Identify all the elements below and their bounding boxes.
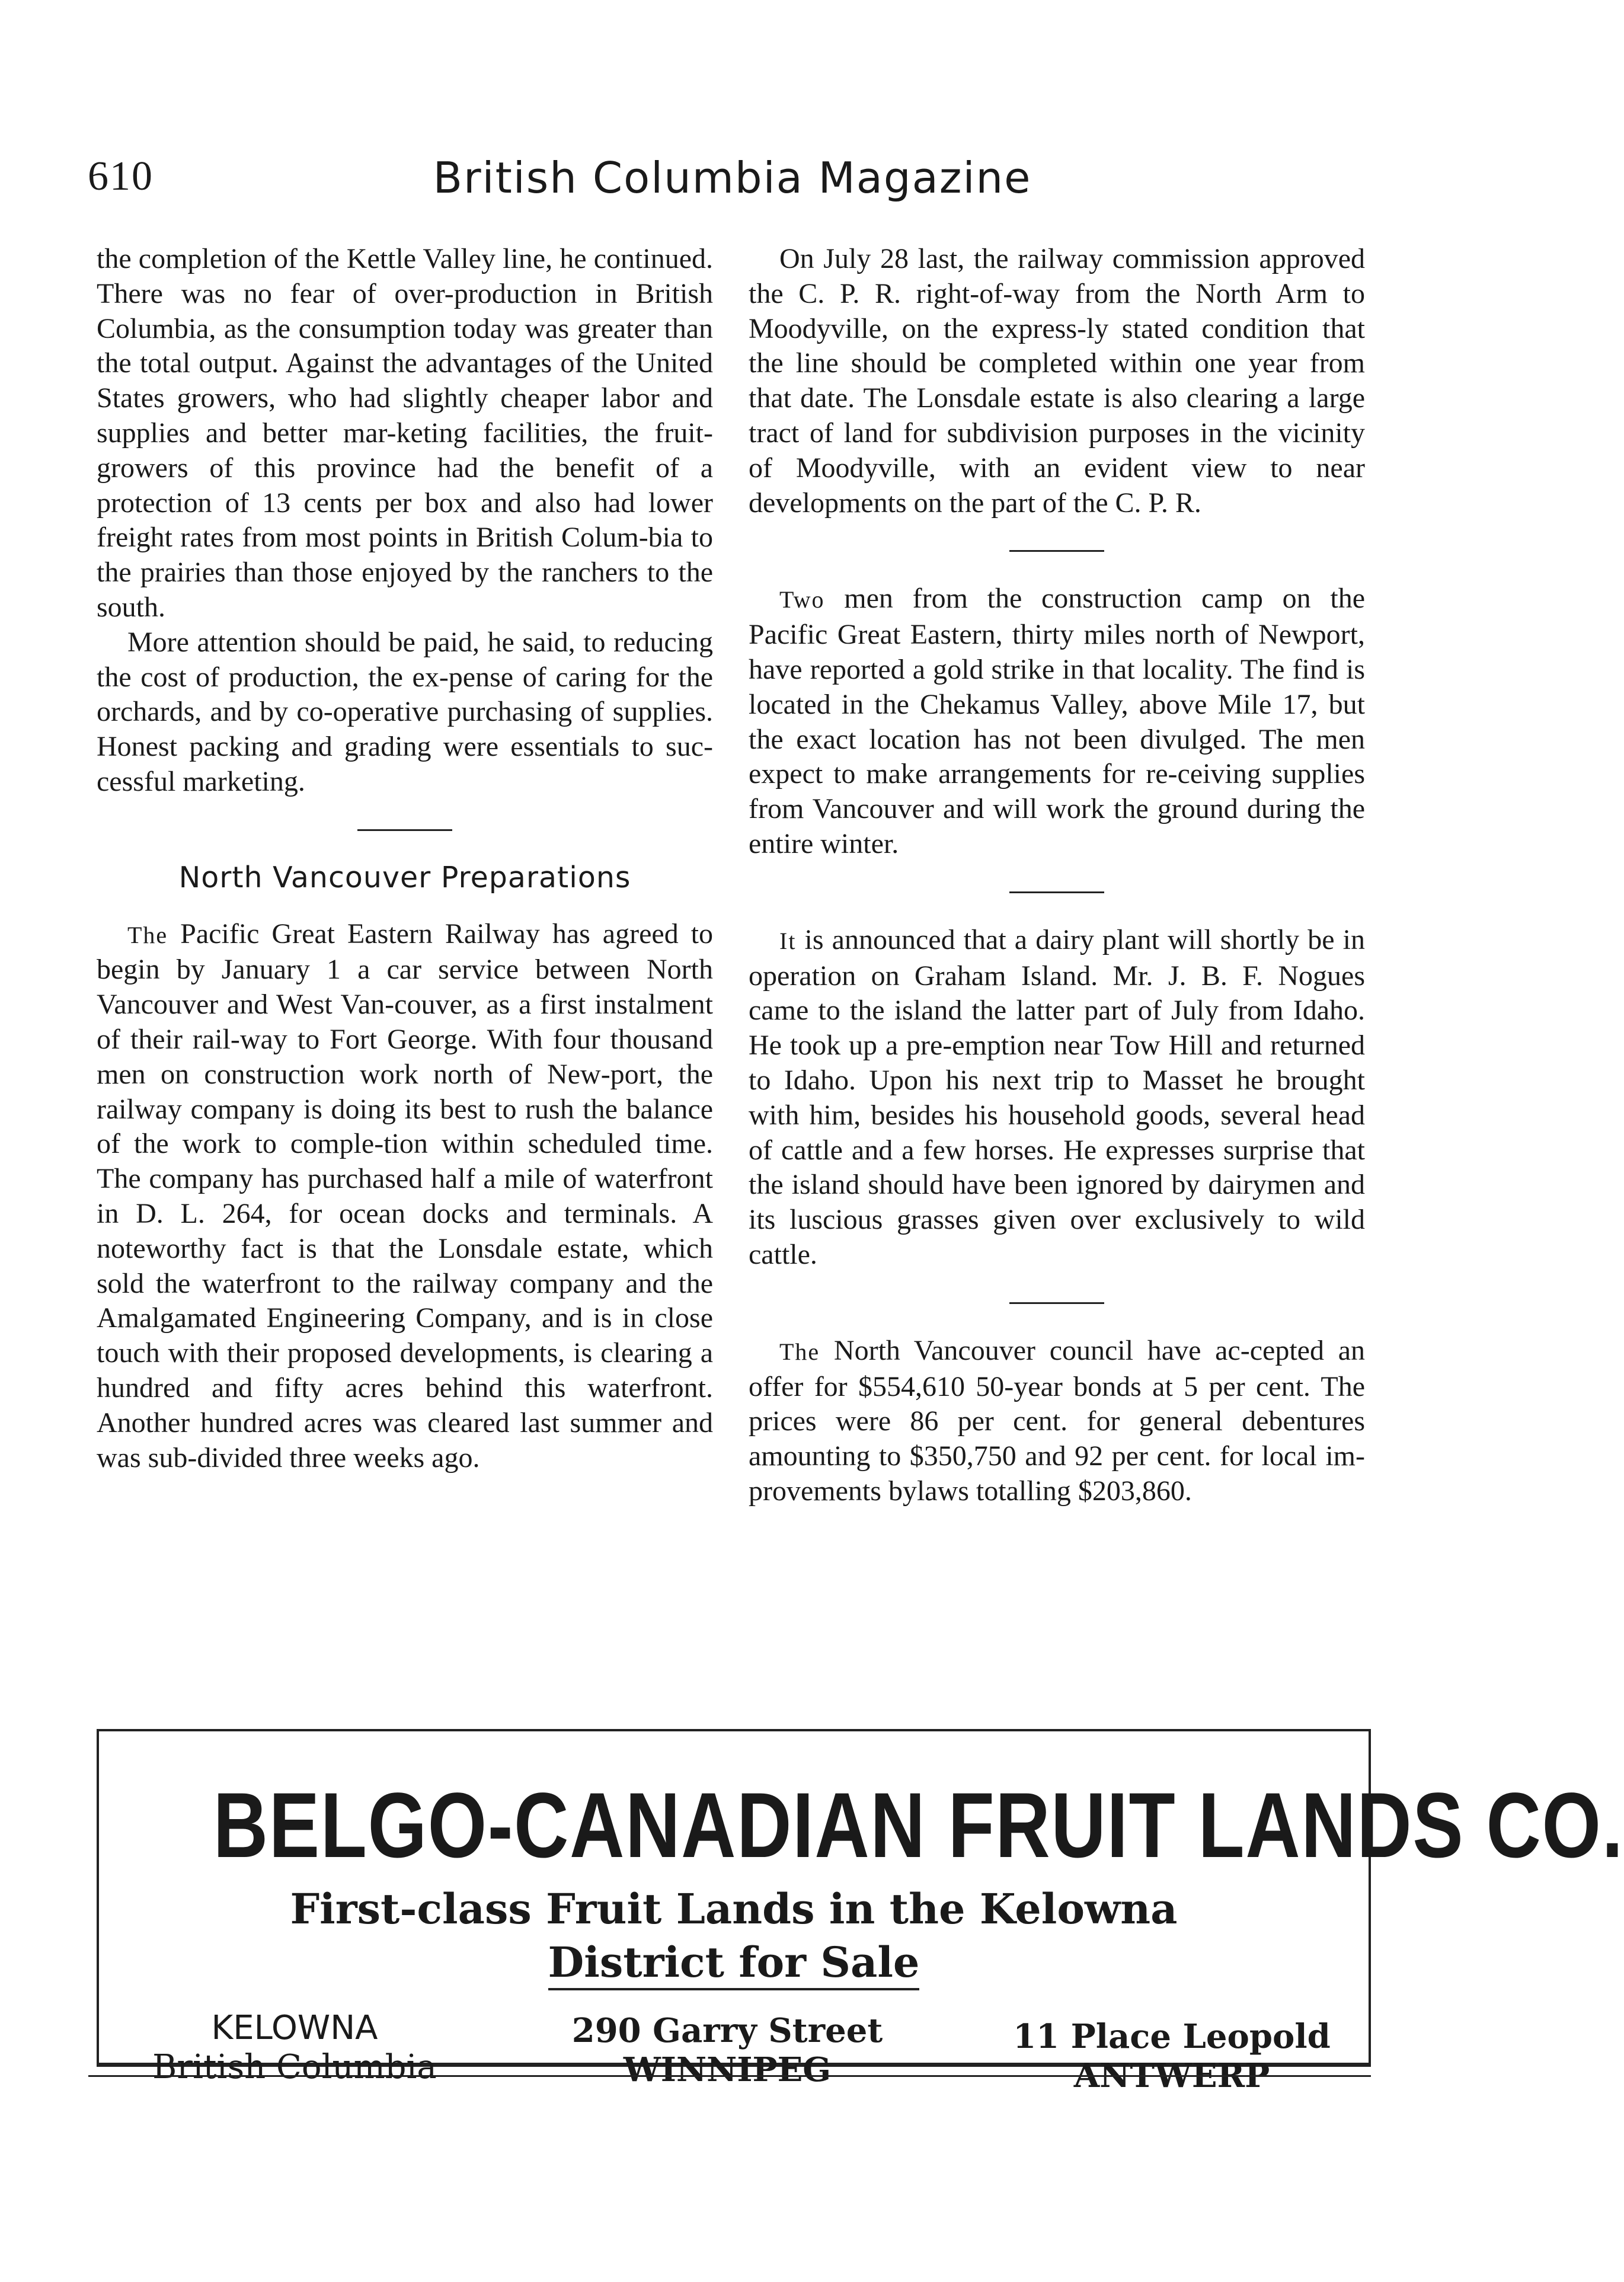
paragraph (749, 1334, 1365, 1509)
ad-tagline-text: District for Sale (548, 1938, 920, 1990)
address-line: British Columbia (152, 2048, 437, 2086)
paragraph: On July 28 last, the railway commission approved the C. P. R. right-of-way from the North Arm to Moodyville, on the express-ly stated condition that the line should be completed within one year from that date. The Lonsdale estate is also clearing a large tract of land for subdivision purposes in the vicinity of Moodyville, with an evident view to near developments on the part of the C. P. R. (749, 243, 1365, 519)
paragraph (749, 923, 1365, 1273)
section-divider (1009, 550, 1104, 552)
lead-word: Two (779, 586, 825, 613)
address-line: ANTWERP (1073, 2056, 1270, 2095)
address-line: 290 Garry Street (571, 2011, 883, 2050)
ad-tagline-underlined (99, 1938, 1369, 1987)
paragraph: More attention should be paid, he said, to reducing the cost of production, the ex-pense of caring for the orchards, and by co-operative purchasing of supplies. Honest packing and grading were essentials to suc-cessful marketing. (97, 626, 713, 797)
paragraph-text: North Vancouver council have ac-cepted an offer for $554,610 50-year bonds at 5 per cent. The prices were 86 per cent. for general debentures amounting to $350,750 and 92 per cent. for local im-provements bylaws totalling $203,860. (749, 1334, 1365, 1507)
left-column (97, 242, 713, 1475)
section-divider (357, 829, 452, 831)
right-column (749, 242, 1365, 1509)
paragraph (97, 917, 713, 1476)
running-head: British Columbia Magazine (433, 153, 1032, 203)
ad-address-winnipeg (549, 2011, 905, 2089)
address-line: WINNIPEG (623, 2050, 832, 2089)
advertisement-box (97, 1729, 1624, 2095)
lead-word: The (127, 921, 168, 948)
lead-word: It (779, 927, 797, 954)
ad-tagline: First-class Fruit Lands in the Kelowna (290, 1884, 1178, 1933)
lead-word: The (779, 1338, 820, 1365)
page-number: 610 (88, 154, 154, 199)
section-heading: North Vancouver Preparations (178, 860, 631, 894)
ad-address-antwerp (988, 2017, 1356, 2095)
paragraph-text: is announced that a dairy plant will shortly be in operation on Graham Island. Mr. J. B. F. Nogues came to the island the latter part of July from Idaho. He took up a pre-emption near Tow Hill and returned to Idaho. Upon his next trip to Masset he brought with him, besides his household goods, several head of cattle and a few horses. He expresses surprise that the island should have been ignored by dairymen and its luscious grasses given over exclusively to wild cattle. (749, 923, 1365, 1270)
ad-address-kelowna (129, 2009, 461, 2087)
paragraph-text: men from the construction camp on the Pacific Great Eastern, thirty miles north of Newport, have reported a gold strike in that locality. The find is located in the Chekamus Valley, above Mile 17, but the exact location has not been divulged. The men expect to make arrangements for re-ceiving supplies from Vancouver and will work the ground during the entire winter. (749, 583, 1366, 859)
address-line: 11 Place Leopold (1013, 2017, 1331, 2056)
paragraph-text: Pacific Great Eastern Railway has agreed to begin by January 1 a car service between North Vancouver and West Van-couver, as a first instalment of their rail-way to Fort George. With four thousand men on construction work north of New-port, the railway company is doing its best to rush the balance of the work to comple-tion within scheduled time. The company has purchased half a mile of waterfront in D. L. 264, for ocean docks and terminals. A noteworthy fact is that the Lonsdale estate, which sold the waterfront to the railway company and the Amalgamated Engineering Company, and is in close touch with their proposed developments, is clearing a hundred and fifty acres behind this waterfront. Another hundred acres was cleared last summer and was sub-divided three weeks ago. (97, 918, 714, 1474)
ad-company-name: BELGO-CANADIAN FRUIT LANDS CO. (213, 1774, 1624, 1877)
address-line: KELOWNA (211, 2009, 378, 2047)
paragraph (749, 581, 1365, 861)
paragraph: the completion of the Kettle Valley line, he continued. There was no fear of over-production in British Columbia, as the consumption today was greater than the total output. Against the advantages of the United States growers, who had slightly cheaper labor and supplies and better mar-keting facilities, the fruit-growers of this province had the benefit of a protection of 13 cents per box and also had lower freight rates from most points in British Colum-bia to the prairies than those enjoyed by the ranchers to the south. (97, 243, 713, 623)
section-divider (1009, 1302, 1104, 1304)
section-divider (1009, 891, 1104, 893)
